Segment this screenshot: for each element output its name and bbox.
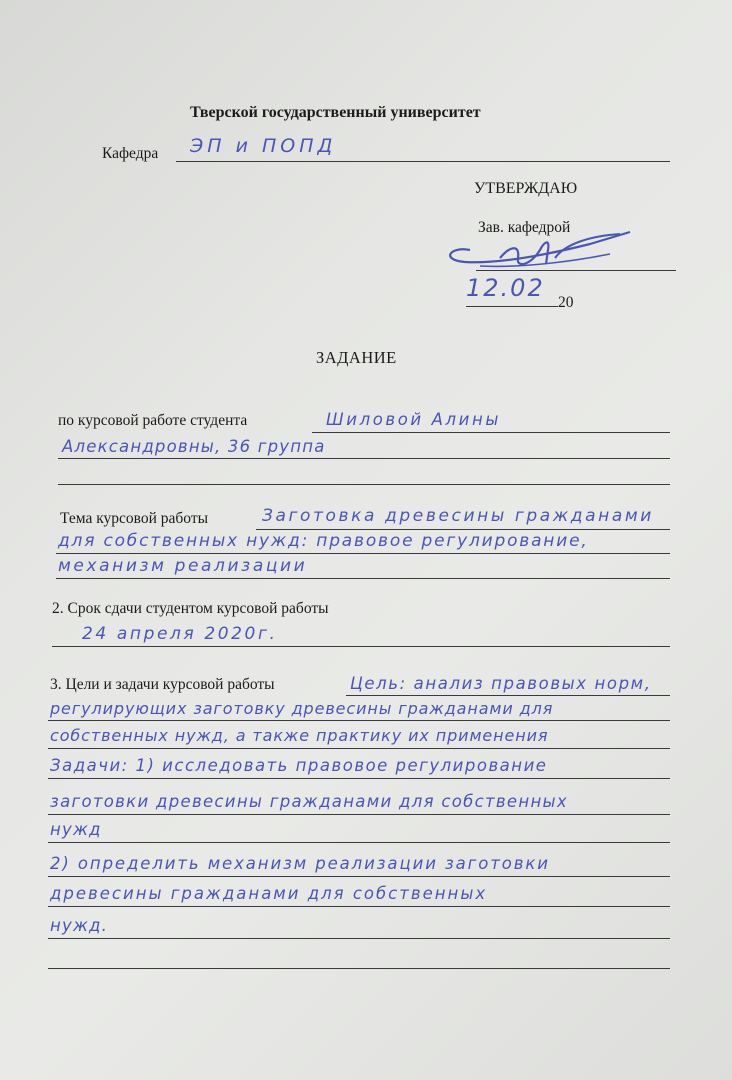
topic-line-2 xyxy=(56,553,670,554)
deadline-label: 2. Срок сдачи студентом курсовой работы xyxy=(52,600,329,617)
goals-line-1-text: Цель: анализ правовых норм, xyxy=(350,674,652,693)
goals-line-5-text: заготовки древесины гражданами для собственных xyxy=(50,792,568,811)
topic-line-2-text: для собственных нужд: правовое регулирование, xyxy=(58,531,589,551)
student-line-3 xyxy=(58,484,670,485)
goals-line-7-text: 2) определить механизм реализации заготовки xyxy=(50,854,550,873)
student-line-1 xyxy=(312,432,670,433)
head-of-department-label: Зав. кафедрой xyxy=(478,219,571,236)
goals-line-4 xyxy=(48,778,670,779)
document-title: ЗАДАНИЕ xyxy=(316,348,397,367)
year-suffix: 20 xyxy=(558,294,574,311)
goals-line-2-text: регулирующих заготовку древесины гражданами для xyxy=(50,699,554,718)
goals-line-10 xyxy=(48,968,670,969)
university-name: Тверской государственный университет xyxy=(190,104,481,121)
approve-label: УТВЕРЖДАЮ xyxy=(474,180,578,197)
goals-line-3 xyxy=(48,748,670,749)
deadline-line xyxy=(52,646,670,647)
department-value: ЭП и ПОПД xyxy=(190,135,337,157)
topic-label: Тема курсовой работы xyxy=(60,510,209,527)
goals-line-2 xyxy=(48,720,670,721)
goals-line-3-text: собственных нужд, а также практику их применения xyxy=(50,726,549,745)
goals-line-1 xyxy=(346,695,670,696)
goals-line-9-text: нужд. xyxy=(50,916,109,935)
goals-label: 3. Цели и задачи курсовой работы xyxy=(50,676,275,693)
deadline-value: 24 апреля 2020г. xyxy=(82,624,278,644)
topic-line-3-text: механизм реализации xyxy=(58,556,308,576)
student-name-line-1: Шиловой Алины xyxy=(326,410,501,429)
goals-line-6 xyxy=(48,842,670,843)
signature-line xyxy=(476,270,676,271)
date-line xyxy=(466,306,558,307)
goals-line-8-text: древесины гражданами для собственных xyxy=(50,884,488,903)
topic-line-1-text: Заготовка древесины гражданами xyxy=(262,506,654,526)
student-line-2 xyxy=(58,458,670,459)
goals-line-8 xyxy=(48,906,670,907)
goals-line-6-text: нужд xyxy=(50,820,102,839)
goals-line-5 xyxy=(48,814,670,815)
department-label: Кафедра xyxy=(102,145,159,162)
student-label: по курсовой работе студента xyxy=(58,412,248,429)
student-name-line-2: Александровны, 36 группа xyxy=(62,437,326,456)
topic-line-1 xyxy=(256,529,670,530)
goals-line-9 xyxy=(48,938,670,939)
topic-line-3 xyxy=(56,578,670,579)
goals-line-4-text: Задачи: 1) исследовать правовое регулирование xyxy=(50,756,548,775)
approval-date: 12.02 xyxy=(466,274,545,302)
department-line xyxy=(176,161,670,162)
goals-line-7 xyxy=(48,876,670,877)
